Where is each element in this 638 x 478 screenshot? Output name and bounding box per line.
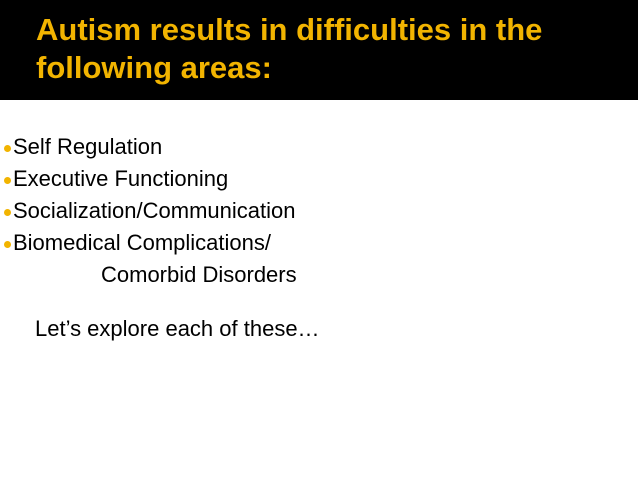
title-bar xyxy=(0,0,638,100)
closing-text: Let’s explore each of these… xyxy=(35,316,320,341)
bullet-continuation-comorbid-disorders: Comorbid Disorders xyxy=(101,262,297,287)
bullet-dot-icon xyxy=(4,177,11,184)
bullet-dot-icon xyxy=(4,145,11,152)
bullet-list xyxy=(4,131,297,291)
bullet-item-self-regulation xyxy=(4,131,297,163)
bullet-text: Socialization/Communication xyxy=(13,198,296,223)
bullet-text: Executive Functioning xyxy=(13,166,229,191)
bullet-item-executive-functioning xyxy=(4,163,297,195)
slide-title: Autism results in difficulties in the following areas: xyxy=(36,12,543,85)
bullet-text: Self Regulation xyxy=(13,134,163,159)
bullet-dot-icon xyxy=(4,241,11,248)
bullet-item-biomedical-complications xyxy=(4,227,297,259)
bullet-dot-icon xyxy=(4,209,11,216)
bullet-text: Biomedical Complications/ xyxy=(13,230,271,255)
bullet-item-socialization-communication xyxy=(4,195,297,227)
